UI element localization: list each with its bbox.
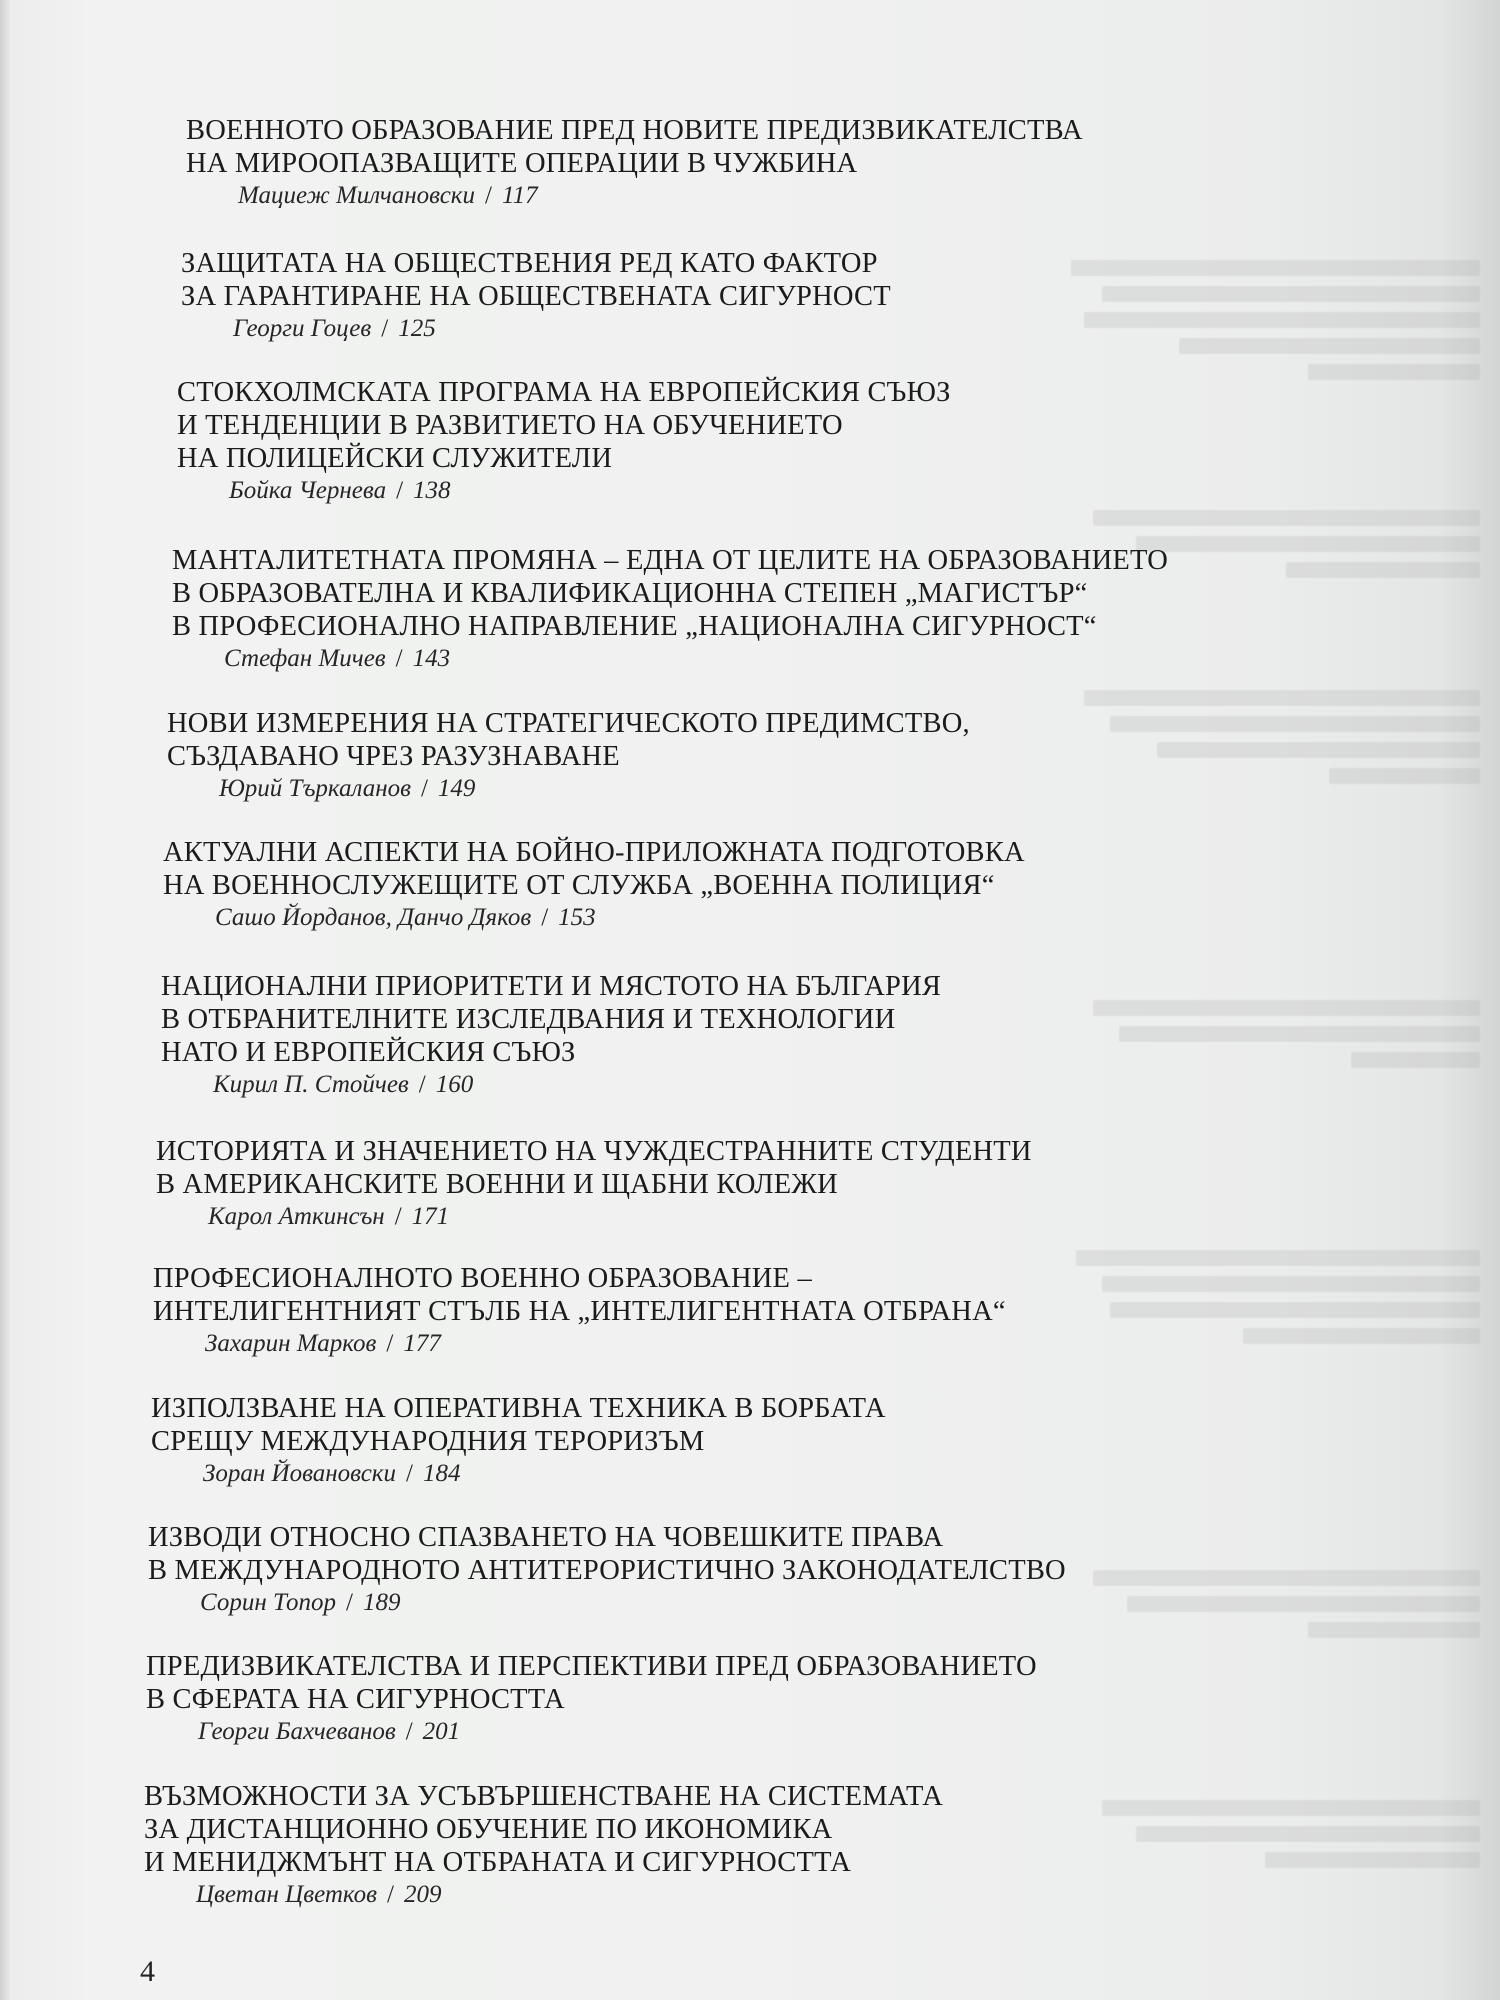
- toc-entry-title-line: И ТЕНДЕНЦИИ В РАЗВИТИЕТО НА ОБУЧЕНИЕТО: [177, 410, 843, 441]
- toc-entry-title-line: НА ПОЛИЦЕЙСКИ СЛУЖИТЕЛИ: [177, 443, 613, 474]
- toc-entry-title: [161, 970, 1161, 1069]
- toc-entry-title-line: В ПРОФЕСИОНАЛНО НАПРАВЛЕНИЕ „НАЦИОНАЛНА СИГУРНОСТ“: [172, 611, 1097, 642]
- toc-entry-meta: [233, 313, 1181, 344]
- toc-entry-title: [177, 376, 1177, 475]
- toc-entry: [148, 1521, 1148, 1618]
- toc-entry-meta: [215, 902, 1163, 933]
- toc-entry-page: 125: [398, 315, 436, 342]
- toc-entry-author: Цветан Цветков: [196, 1881, 378, 1908]
- toc-entry-title-line: НАТО И ЕВРОПЕЙСКИЯ СЪЮЗ: [161, 1037, 576, 1068]
- toc-entry: [172, 544, 1172, 674]
- toc-entry-title: [163, 836, 1163, 902]
- toc-entry-page: 171: [411, 1203, 450, 1230]
- toc-entry-separator: /: [346, 1589, 353, 1616]
- toc-entry-separator: /: [387, 1881, 394, 1908]
- toc-entry-title-line: ВОЕННОТО ОБРАЗОВАНИЕ ПРЕД НОВИТЕ ПРЕДИЗВИКАТЕЛСТВА: [186, 115, 1083, 146]
- toc-entry-author: Карол Аткинсън: [208, 1203, 385, 1230]
- toc-entry: [156, 1135, 1156, 1232]
- toc-entry-page: 201: [422, 1718, 461, 1745]
- page-number: 4: [140, 1955, 155, 1988]
- toc-entry-title-line: СЪЗДАВАНО ЧРЕЗ РАЗУЗНАВАНЕ: [167, 741, 620, 772]
- toc-entry-separator: /: [394, 1203, 402, 1230]
- toc-entry-author: Бойка Чернева: [229, 477, 387, 504]
- toc-entry: [161, 970, 1161, 1100]
- toc-entry-title-line: ВЪЗМОЖНОСТИ ЗА УСЪВЪРШЕНСТВАНЕ НА СИСТЕМАТА: [144, 1781, 944, 1812]
- toc-entry-meta: [203, 1458, 1151, 1489]
- toc-entry-title-line: В ОТБРАНИТЕЛНИТЕ ИЗСЛЕДВАНИЯ И ТЕХНОЛОГИИ: [161, 1004, 896, 1035]
- toc-entry-title: [146, 1650, 1146, 1716]
- toc-entry-title-line: АКТУАЛНИ АСПЕКТИ НА БОЙНО-ПРИЛОЖНАТА ПОДГОТОВКА: [163, 837, 1025, 868]
- toc-entry: [151, 1392, 1151, 1489]
- toc-entry-title-line: МАНТАЛИТЕТНАТА ПРОМЯНА – ЕДНА ОТ ЦЕЛИТЕ НА ОБРАЗОВАНИЕТО: [172, 545, 1169, 576]
- toc-entry-page: 184: [422, 1460, 461, 1487]
- toc-entry-title-line: ИЗПОЛЗВАНЕ НА ОПЕРАТИВНА ТЕХНИКА В БОРБАТА: [151, 1393, 886, 1424]
- toc-entry-page: 153: [558, 904, 596, 931]
- toc-entry-title-line: В СФЕРАТА НА СИГУРНОСТТА: [146, 1684, 565, 1715]
- toc-entry: [163, 836, 1163, 933]
- toc-entry-meta: [198, 1716, 1146, 1747]
- toc-entry-page: 143: [412, 645, 451, 672]
- toc-entry-meta: [213, 1069, 1161, 1100]
- toc-entry-title-line: ИСТОРИЯТА И ЗНАЧЕНИЕТО НА ЧУЖДЕСТРАННИТЕ СТУДЕНТИ: [156, 1136, 1032, 1167]
- toc-entry-author: Георги Гоцев: [233, 315, 372, 342]
- toc-entry-author: Мациеж Милчановски: [238, 182, 475, 209]
- toc-entry-meta: [208, 1201, 1156, 1232]
- toc-entry-title: [151, 1392, 1151, 1458]
- toc-entry-title-line: СТОКХОЛМСКАТА ПРОГРАМА НА ЕВРОПЕЙСКИЯ СЪЮЗ: [177, 377, 951, 408]
- toc-entry-title: [148, 1521, 1148, 1587]
- toc-entry-title-line: ЗА ГАРАНТИРАНЕ НА ОБЩЕСТВЕНАТА СИГУРНОСТ: [181, 281, 891, 312]
- toc-entry-meta: [219, 773, 1167, 804]
- toc-entry-author: Стефан Мичев: [224, 645, 386, 672]
- toc-entry-separator: /: [405, 1718, 413, 1745]
- toc-entry-title-line: ИНТЕЛИГЕНТНИЯТ СТЪЛБ НА „ИНТЕЛИГЕНТНАТА ОТБРАНА“: [153, 1296, 1006, 1327]
- toc-entry-meta: [205, 1328, 1153, 1359]
- toc-entry-page: 117: [501, 182, 538, 209]
- toc-entry-separator: /: [418, 1071, 426, 1098]
- toc-entry-page: 149: [437, 775, 476, 802]
- toc-entry-page: 209: [403, 1881, 442, 1908]
- toc-entry-title-line: НОВИ ИЗМЕРЕНИЯ НА СТРАТЕГИЧЕСКОТО ПРЕДИМСТВО,: [167, 708, 970, 739]
- toc-entry: [186, 114, 1186, 211]
- toc-entry-title-line: ИЗВОДИ ОТНОСНО СПАЗВАНЕТО НА ЧОВЕШКИТЕ ПРАВА: [148, 1522, 944, 1553]
- toc-entry-title-line: НА МИРООПАЗВАЩИТЕ ОПЕРАЦИИ В ЧУЖБИНА: [186, 148, 858, 179]
- toc-entry-title-line: В АМЕРИКАНСКИТЕ ВОЕННИ И ЩАБНИ КОЛЕЖИ: [156, 1169, 838, 1200]
- toc-entry-title-line: В МЕЖДУНАРОДНОТО АНТИТЕРОРИСТИЧНО ЗАКОНОДАТЕЛСТВО: [148, 1555, 1066, 1586]
- toc-entry-author: Сашо Йорданов, Данчо Дяков: [215, 904, 532, 931]
- toc-entry-separator: /: [386, 1330, 394, 1357]
- toc-entry-separator: /: [420, 775, 428, 802]
- toc-entry-page: 138: [413, 477, 451, 504]
- toc-entry-meta: [229, 475, 1177, 506]
- toc-entry: [144, 1780, 1144, 1910]
- toc-entry-title-line: НАЦИОНАЛНИ ПРИОРИТЕТИ И МЯСТОТО НА БЪЛГАРИЯ: [161, 971, 942, 1002]
- toc-entry-page: 177: [403, 1330, 441, 1357]
- toc-entry-author: Захарин Марков: [205, 1330, 377, 1357]
- toc-entry-separator: /: [541, 904, 549, 931]
- toc-entry-separator: /: [396, 477, 404, 504]
- toc-entry-author: Юрий Търкаланов: [219, 775, 411, 802]
- toc-entry: [167, 707, 1167, 804]
- toc-entry-author: Зоран Йовановски: [203, 1460, 396, 1487]
- toc-entry-title: [144, 1780, 1144, 1879]
- toc-entry-title: [156, 1135, 1156, 1201]
- toc-entry: [177, 376, 1177, 506]
- toc-entry-meta: [238, 180, 1186, 211]
- toc-entry-separator: /: [395, 645, 403, 672]
- toc-entry-author: Кирил П. Стойчев: [213, 1071, 409, 1098]
- toc-entry-title-line: И МЕНИДЖМЪНТ НА ОТБРАНАТА И СИГУРНОСТТА: [144, 1847, 852, 1878]
- toc-entry: [181, 247, 1181, 344]
- toc-entry-author: Георги Бахчеванов: [198, 1718, 396, 1745]
- toc-entry-title-line: В ОБРАЗОВАТЕЛНА И КВАЛИФИКАЦИОННА СТЕПЕН „МАГИСТЪР“: [172, 578, 1088, 609]
- toc-entry-meta: [196, 1879, 1144, 1910]
- toc-entry-meta: [224, 643, 1172, 674]
- toc-entry-title-line: НА ВОЕННОСЛУЖЕЩИТЕ ОТ СЛУЖБА „ВОЕННА ПОЛИЦИЯ“: [163, 870, 995, 901]
- toc-entry: [153, 1262, 1153, 1359]
- toc-entry-title-line: ПРОФЕСИОНАЛНОТО ВОЕННО ОБРАЗОВАНИЕ –: [153, 1263, 812, 1294]
- toc-entry-title: [153, 1262, 1153, 1328]
- toc-entry-title: [181, 247, 1181, 313]
- toc-entry-page: 189: [362, 1589, 401, 1616]
- toc-entry-separator: /: [485, 182, 492, 209]
- toc-entry-page: 160: [435, 1071, 474, 1098]
- toc-entry-title-line: ЗАЩИТАТА НА ОБЩЕСТВЕНИЯ РЕД КАТО ФАКТОР: [181, 248, 878, 279]
- toc-entry-title: [186, 114, 1186, 180]
- toc-entry-separator: /: [381, 315, 389, 342]
- toc-entry-title-line: ПРЕДИЗВИКАТЕЛСТВА И ПЕРСПЕКТИВИ ПРЕД ОБРАЗОВАНИЕТО: [146, 1651, 1037, 1682]
- toc-entry-meta: [200, 1587, 1148, 1618]
- toc-entry-separator: /: [405, 1460, 413, 1487]
- toc-entry-author: Сорин Топор: [200, 1589, 336, 1616]
- toc-entry-title-line: ЗА ДИСТАНЦИОННО ОБУЧЕНИЕ ПО ИКОНОМИКА: [144, 1814, 833, 1845]
- toc-entry-title: [172, 544, 1172, 643]
- toc-entry-title: [167, 707, 1167, 773]
- toc-entry: [146, 1650, 1146, 1747]
- toc-entry-title-line: СРЕЩУ МЕЖДУНАРОДНИЯ ТЕРОРИЗЪМ: [151, 1426, 705, 1457]
